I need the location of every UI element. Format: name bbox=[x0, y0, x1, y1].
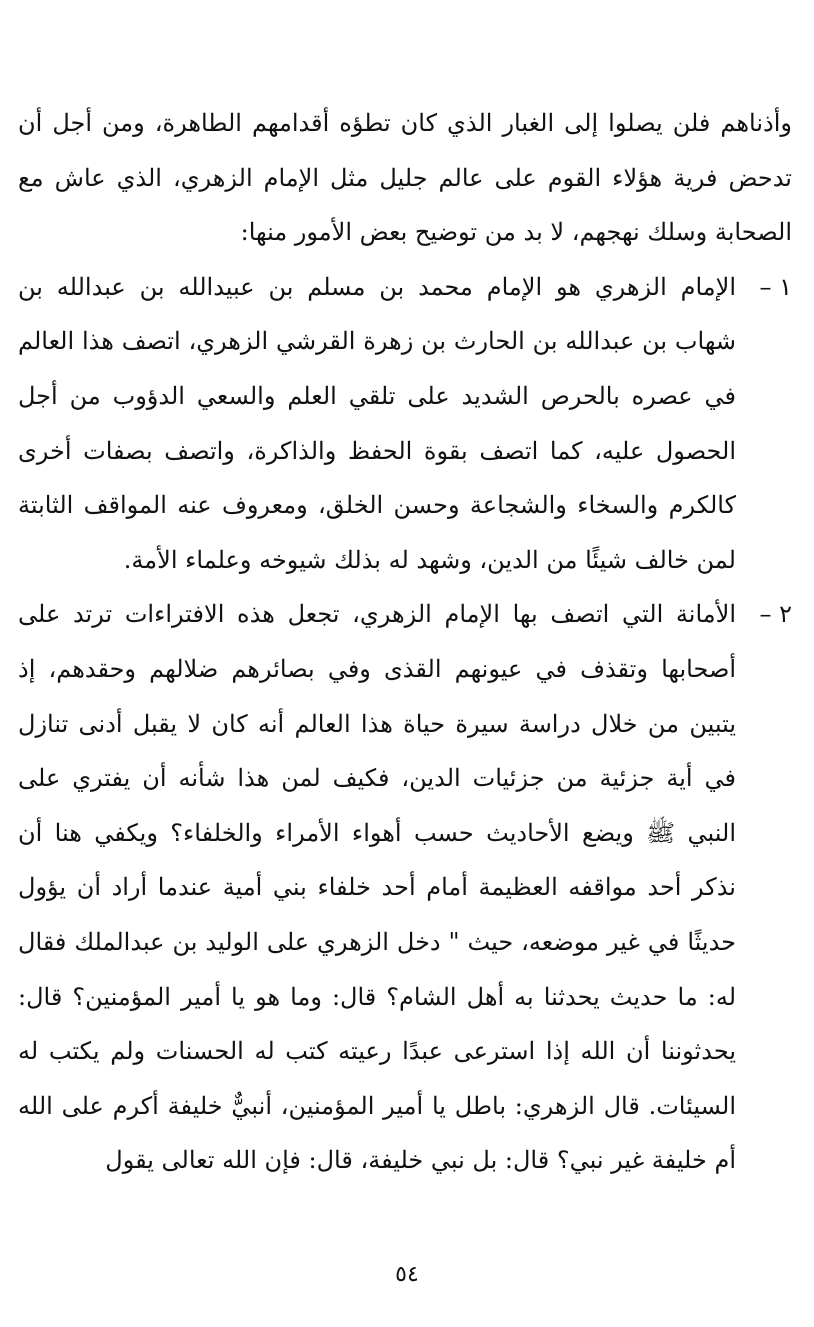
list-item-2 bbox=[18, 587, 792, 1188]
intro-paragraph: وأذناهم فلن يصلوا إلى الغبار الذي كان تطؤه أقدامهم الطاهرة، ومن أجل أن تدحض فرية هؤلاء القوم على عالم جليل مثل الإمام الزهري، الذي عاش مع الصحابة وسلك نهجهم، لا بد من توضيح بعض الأمور منها: bbox=[18, 109, 792, 247]
list-item-text: الأمانة التي اتصف بها الإمام الزهري، تجعل هذه الافتراءات ترتد على أصحابها وتقذف في عيونهم القذى وفي بصائرهم ضلالهم وحقدهم، إذ يتبين من خلال دراسة سيرة حياة هذا العالم أنه كان لا يقبل أدنى تنازل في أية جزئية من جزئيات الدين، فكيف لمن هذا شأنه أن يفتري على النبي ﷺ ويضع الأحاديث حسب أهواء الأمراء والخلفاء؟ ويكفي هنا أن نذكر أحد مواقفه العظيمة أمام أحد خلفاء بني أمية عندما أراد أن يؤول حديثًا في غير موضعه، حيث " دخل الزهري على الوليد بن عبدالملك فقال له: ما حديث يحدثنا به أهل الشام؟ قال: وما هو يا أمير المؤمنين؟ قال: يحدثوننا أن الله إذا استرعى عبدًا رعيته كتب له الحسنات ولم يكتب له السيئات. قال الزهري: باطل يا أمير المؤمنين، أنبيٌّ خليفة أكرم على الله أم خليفة غير نبي؟ قال: بل نبي خليفة، قال: فإن الله تعالى يقول bbox=[18, 600, 736, 1175]
page-number: ٥٤ bbox=[395, 1262, 419, 1287]
list-item-number: ١ – bbox=[759, 272, 792, 301]
list-item-text: الإمام الزهري هو الإمام محمد بن مسلم بن عبيدالله بن عبدالله بن شهاب بن عبدالله بن الحارث بن زهرة القرشي الزهري، اتصف هذا العالم في عصره بالحرص الشديد على تلقي العلم والسعي الدؤوب من أجل الحصول عليه، كما اتصف بقوة الحفظ والذاكرة، واتصف بصفات أخرى كالكرم والسخاء والشجاعة وحسن الخلق، ومعروف عنه المواقف الثابتة لمن خالف شيئًا من الدين، وشهد له بذلك شيوخه وعلماء الأمة. bbox=[18, 272, 736, 574]
body-text bbox=[18, 96, 792, 1188]
list-item-1 bbox=[18, 260, 792, 588]
list-item-number: ٢ – bbox=[759, 600, 792, 629]
